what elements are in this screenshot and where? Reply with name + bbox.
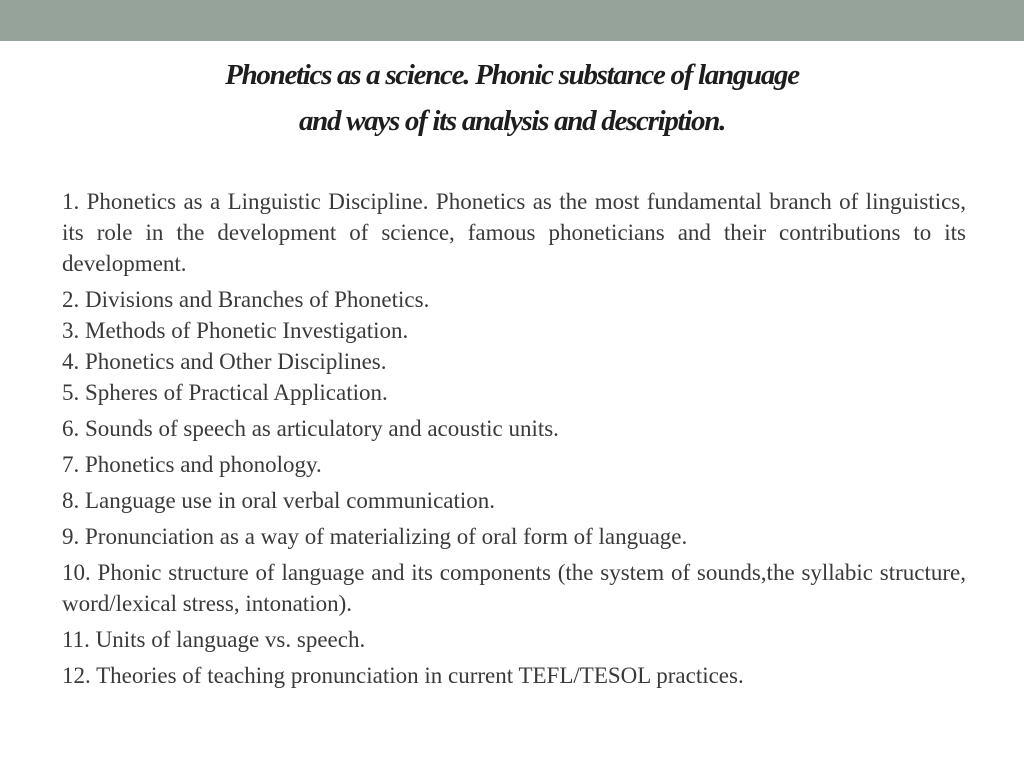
list-item-7: 7. Phonetics and phonology. [62, 452, 322, 477]
slide-body [62, 186, 966, 696]
list-item-2: 2. Divisions and Branches of Phonetics. [62, 287, 430, 312]
list-item-9: 9. Pronunciation as a way of materializing of oral form of language. [62, 524, 688, 549]
slide-title-line-1: Phonetics as a science. Phonic substance of language [225, 59, 799, 91]
list-item-1: 1. Phonetics as a Linguistic Discipline. Phonetics as the most fundamental branch of linguistics, its role in the development of science, famous phoneticians and their contributions to its development. [62, 189, 966, 276]
list-item-8: 8. Language use in oral verbal communication. [62, 488, 496, 513]
list-item-3: 3. Methods of Phonetic Investigation. [62, 318, 409, 343]
top-accent-bar [0, 0, 1024, 41]
slide-title-line-2: and ways of its analysis and description. [298, 105, 726, 137]
list-item-6: 6. Sounds of speech as articulatory and acoustic units. [62, 416, 559, 441]
list-item-12: 12. Theories of teaching pronunciation in current TEFL/TESOL practices. [62, 663, 744, 688]
list-item-5: 5. Spheres of Practical Application. [62, 380, 388, 405]
list-item-11: 11. Units of language vs. speech. [62, 627, 366, 652]
list-item-10: 10. Phonic structure of language and its components (the system of sounds,the syllabic structure, word/lexical stress, intonation). [62, 560, 966, 616]
list-item-4: 4. Phonetics and Other Disciplines. [62, 349, 387, 374]
slide-title [0, 52, 1024, 144]
